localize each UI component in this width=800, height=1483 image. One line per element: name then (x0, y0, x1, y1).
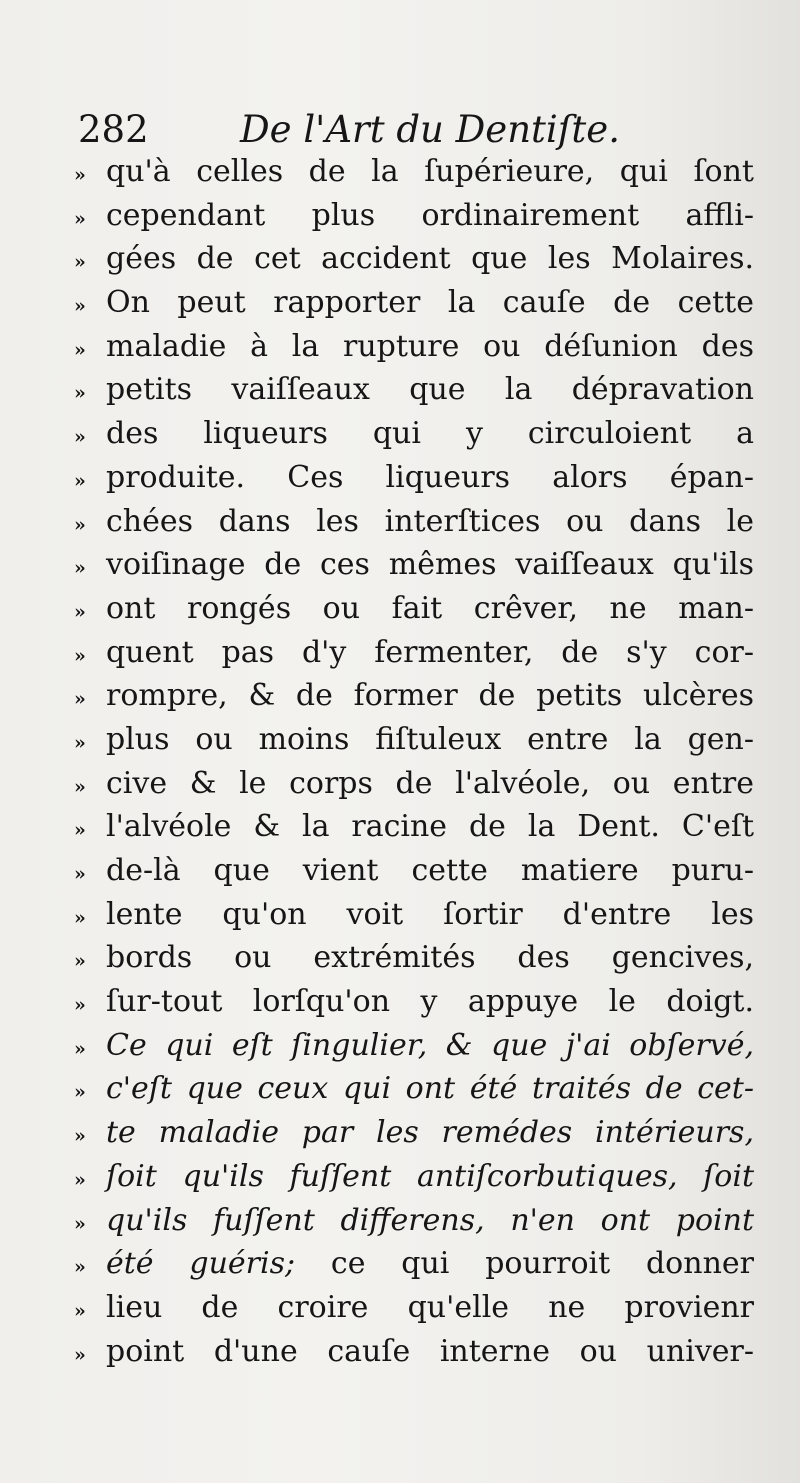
line-text: lente qu'on voit ſortir d'entre les (106, 896, 754, 932)
quote-mark: » (74, 1343, 86, 1366)
quote-mark: » (74, 1081, 86, 1104)
quote-mark: » (74, 731, 86, 754)
quote-mark: » (74, 164, 86, 186)
quote-mark: » (74, 644, 86, 667)
line-text: Ce qui eſt ſingulier, & que j'ai obſervé, (106, 1027, 754, 1063)
text-line (74, 631, 754, 675)
line-text: te maladie par les remédes intérieurs, (106, 1115, 754, 1151)
line-text: ſur-tout lorſqu'on y appuye le doigt. (106, 984, 754, 1020)
text-line (74, 1199, 754, 1243)
quote-mark: » (74, 1168, 86, 1191)
quote-mark: » (74, 1037, 86, 1060)
text-line (74, 1024, 754, 1068)
line-text: ont rongés ou fait crêver, ne man- (106, 590, 754, 626)
text-line (74, 718, 754, 762)
line-text: gées de cet accident que les Molaires. (106, 241, 754, 277)
quote-mark: » (74, 557, 86, 580)
line-text: l'alvéole & la racine de la Dent. C'eſt (106, 809, 754, 845)
quote-mark: » (74, 775, 86, 798)
line-text (106, 1242, 754, 1286)
text-line (74, 500, 754, 544)
line-text: voiſinage de ces mêmes vaiſſeaux qu'ils (106, 547, 754, 583)
line-text: de-là que vient cette matiere puru- (106, 853, 754, 888)
text-line (74, 762, 754, 806)
quote-mark: » (74, 1125, 86, 1148)
text-line (74, 150, 754, 194)
line-text: c'eſt que ceux qui ont été traités de cet- (106, 1071, 754, 1107)
text-line (74, 1111, 754, 1155)
line-text: point d'une cauſe interne ou univer- (106, 1333, 754, 1369)
quote-mark: » (74, 1212, 86, 1235)
quote-mark: » (74, 819, 86, 842)
text-line (74, 456, 754, 500)
line-text: qu'ils fuſſent differens, n'en ont point (106, 1202, 754, 1238)
line-text: plus ou moins fiſtuleux entre la gen- (106, 721, 754, 757)
quote-mark: » (74, 469, 86, 492)
running-head: De l'Art du Dentiſte. (240, 108, 620, 151)
text-line (74, 936, 754, 980)
text-line (74, 1067, 754, 1111)
line-text: On peut rapporter la cauſe de cette (106, 285, 754, 321)
line-text: quent pas d'y fermenter, de s'y cor- (106, 634, 754, 670)
quote-mark: » (74, 207, 86, 230)
body-text (74, 150, 754, 1373)
text-line (74, 805, 754, 849)
quote-mark: » (74, 513, 86, 536)
line-text: maladie à la rupture ou déſunion des (106, 328, 754, 364)
quote-mark: » (74, 382, 86, 405)
text-line (74, 893, 754, 937)
text-line (74, 1155, 754, 1199)
text-line (74, 325, 754, 369)
line-text-roman: ce qui pourroit donner (295, 1246, 754, 1282)
text-line (74, 368, 754, 412)
page-number: 282 (78, 108, 149, 151)
text-line (74, 1286, 754, 1330)
line-text: chées dans les interſtices ou dans le (106, 503, 754, 539)
line-text: ſoit qu'ils fuſſent antiſcorbutiques, ſoit (106, 1158, 754, 1194)
line-text: bords ou extrémités des gencives, (106, 940, 754, 976)
text-line (74, 849, 754, 893)
line-text: cependant plus ordinairement affli- (106, 197, 754, 233)
quote-mark: » (74, 688, 86, 711)
quote-mark: » (74, 251, 86, 274)
quote-mark: » (74, 1256, 86, 1279)
line-text: des liqueurs qui y circuloient a (106, 416, 754, 452)
line-text: petits vaiſſeaux que la dépravation (106, 372, 754, 408)
quote-mark: » (74, 338, 86, 361)
quote-mark: » (74, 1299, 86, 1322)
line-text: lieu de croire qu'elle ne provienr (106, 1289, 754, 1325)
text-line (74, 674, 754, 718)
text-line (74, 281, 754, 325)
quote-mark: » (74, 426, 86, 449)
line-text-italic: été guéris; (106, 1246, 296, 1282)
text-line (74, 543, 754, 587)
line-text: qu'à celles de la ſupérieure, qui ſont (106, 154, 754, 189)
quote-mark: » (74, 600, 86, 623)
line-text: rompre, & de former de petits ulcères (106, 678, 754, 714)
text-line (74, 237, 754, 281)
text-line (74, 1242, 754, 1286)
quote-mark: » (74, 906, 86, 929)
quote-mark: » (74, 950, 86, 973)
text-line (74, 412, 754, 456)
quote-mark: » (74, 994, 86, 1017)
quote-mark: » (74, 295, 86, 318)
text-line (74, 980, 754, 1024)
line-text: produite. Ces liqueurs alors épan- (106, 459, 754, 495)
quote-mark: » (74, 863, 86, 885)
text-line (74, 1330, 754, 1374)
page-header (78, 108, 758, 152)
text-line (74, 194, 754, 238)
line-text: cive & le corps de l'alvéole, ou entre (106, 765, 754, 801)
text-line (74, 587, 754, 631)
